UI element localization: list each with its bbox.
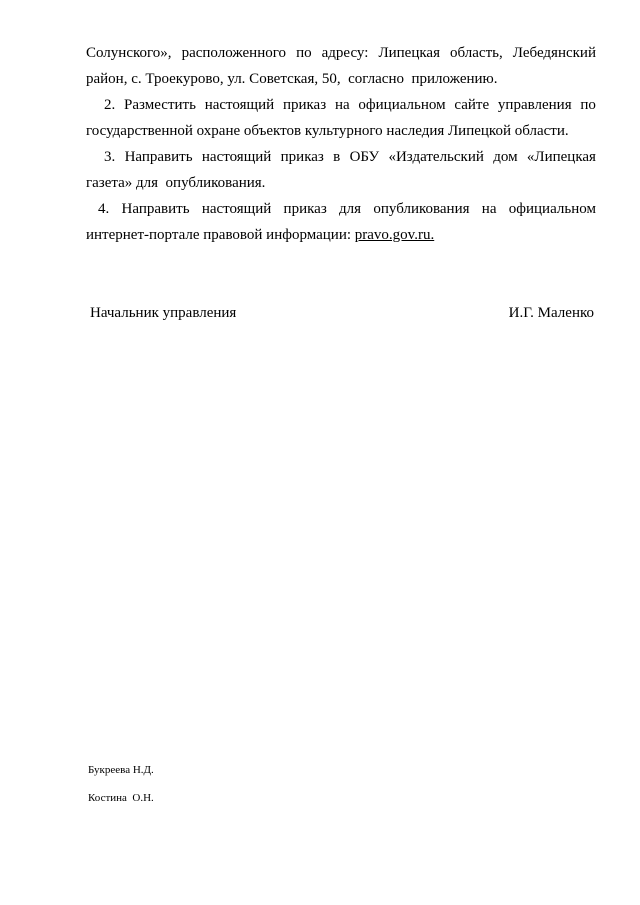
word: приказ bbox=[280, 149, 324, 165]
executor-name: Костина О.Н. bbox=[88, 792, 154, 804]
word: расположенного bbox=[181, 45, 287, 61]
word: для bbox=[339, 201, 362, 217]
word: Солунского», bbox=[86, 45, 172, 61]
word: опубликования bbox=[373, 201, 470, 217]
word: управления bbox=[497, 97, 572, 113]
executor-name: Букреева Н.Д. bbox=[88, 764, 154, 776]
paragraph-2-line-1 bbox=[86, 92, 596, 118]
word: на bbox=[481, 201, 497, 217]
word: Направить bbox=[124, 149, 193, 165]
word: Липецкая bbox=[378, 45, 440, 61]
paragraph-number: 3. bbox=[104, 149, 116, 165]
word: по bbox=[580, 97, 596, 113]
paragraph-number: 2. bbox=[104, 97, 116, 113]
word: приказ bbox=[282, 97, 327, 113]
document-body bbox=[86, 40, 596, 248]
word: адресу: bbox=[321, 45, 369, 61]
pravo-link[interactable]: pravo.gov.ru. bbox=[354, 227, 435, 243]
paragraph-4-line-2 bbox=[86, 222, 596, 248]
word: настоящий bbox=[201, 149, 272, 165]
signature-block bbox=[90, 302, 594, 324]
word: ОБУ bbox=[349, 149, 380, 165]
word: Направить bbox=[121, 201, 190, 217]
signatory-position: Начальник управления bbox=[90, 305, 237, 321]
word: настоящий bbox=[201, 201, 272, 217]
paragraph-3-line-1 bbox=[86, 144, 596, 170]
word: официальном bbox=[508, 201, 596, 217]
word: в bbox=[333, 149, 341, 165]
word: область, bbox=[450, 45, 503, 61]
paragraph-2-line-2: государственной охране объектов культурного наследия Липецкой области. bbox=[86, 123, 569, 139]
word: Разместить bbox=[124, 97, 196, 113]
word: сайте bbox=[454, 97, 490, 113]
paragraph-number: 4. bbox=[98, 201, 110, 217]
word: официальном bbox=[358, 97, 446, 113]
paragraph-4-line-1 bbox=[86, 196, 596, 222]
word: дом bbox=[493, 149, 518, 165]
word: по bbox=[296, 45, 312, 61]
paragraph-4-text: интернет-портале правовой информации: bbox=[86, 227, 355, 243]
word: настоящий bbox=[204, 97, 275, 113]
word: «Липецкая bbox=[526, 149, 596, 165]
paragraph-1-line-2: район, с. Троекурово, ул. Советская, 50, согласно приложению. bbox=[86, 71, 498, 87]
word: приказ bbox=[283, 201, 327, 217]
executors-block bbox=[88, 763, 154, 819]
paragraph-3-line-2: газета» для опубликования. bbox=[86, 175, 266, 191]
signatory-name: И.Г. Маленко bbox=[508, 305, 594, 321]
word: Лебедянский bbox=[512, 45, 596, 61]
word: «Издательский bbox=[388, 149, 484, 165]
word: на bbox=[334, 97, 350, 113]
paragraph-1-line-1 bbox=[86, 40, 596, 66]
